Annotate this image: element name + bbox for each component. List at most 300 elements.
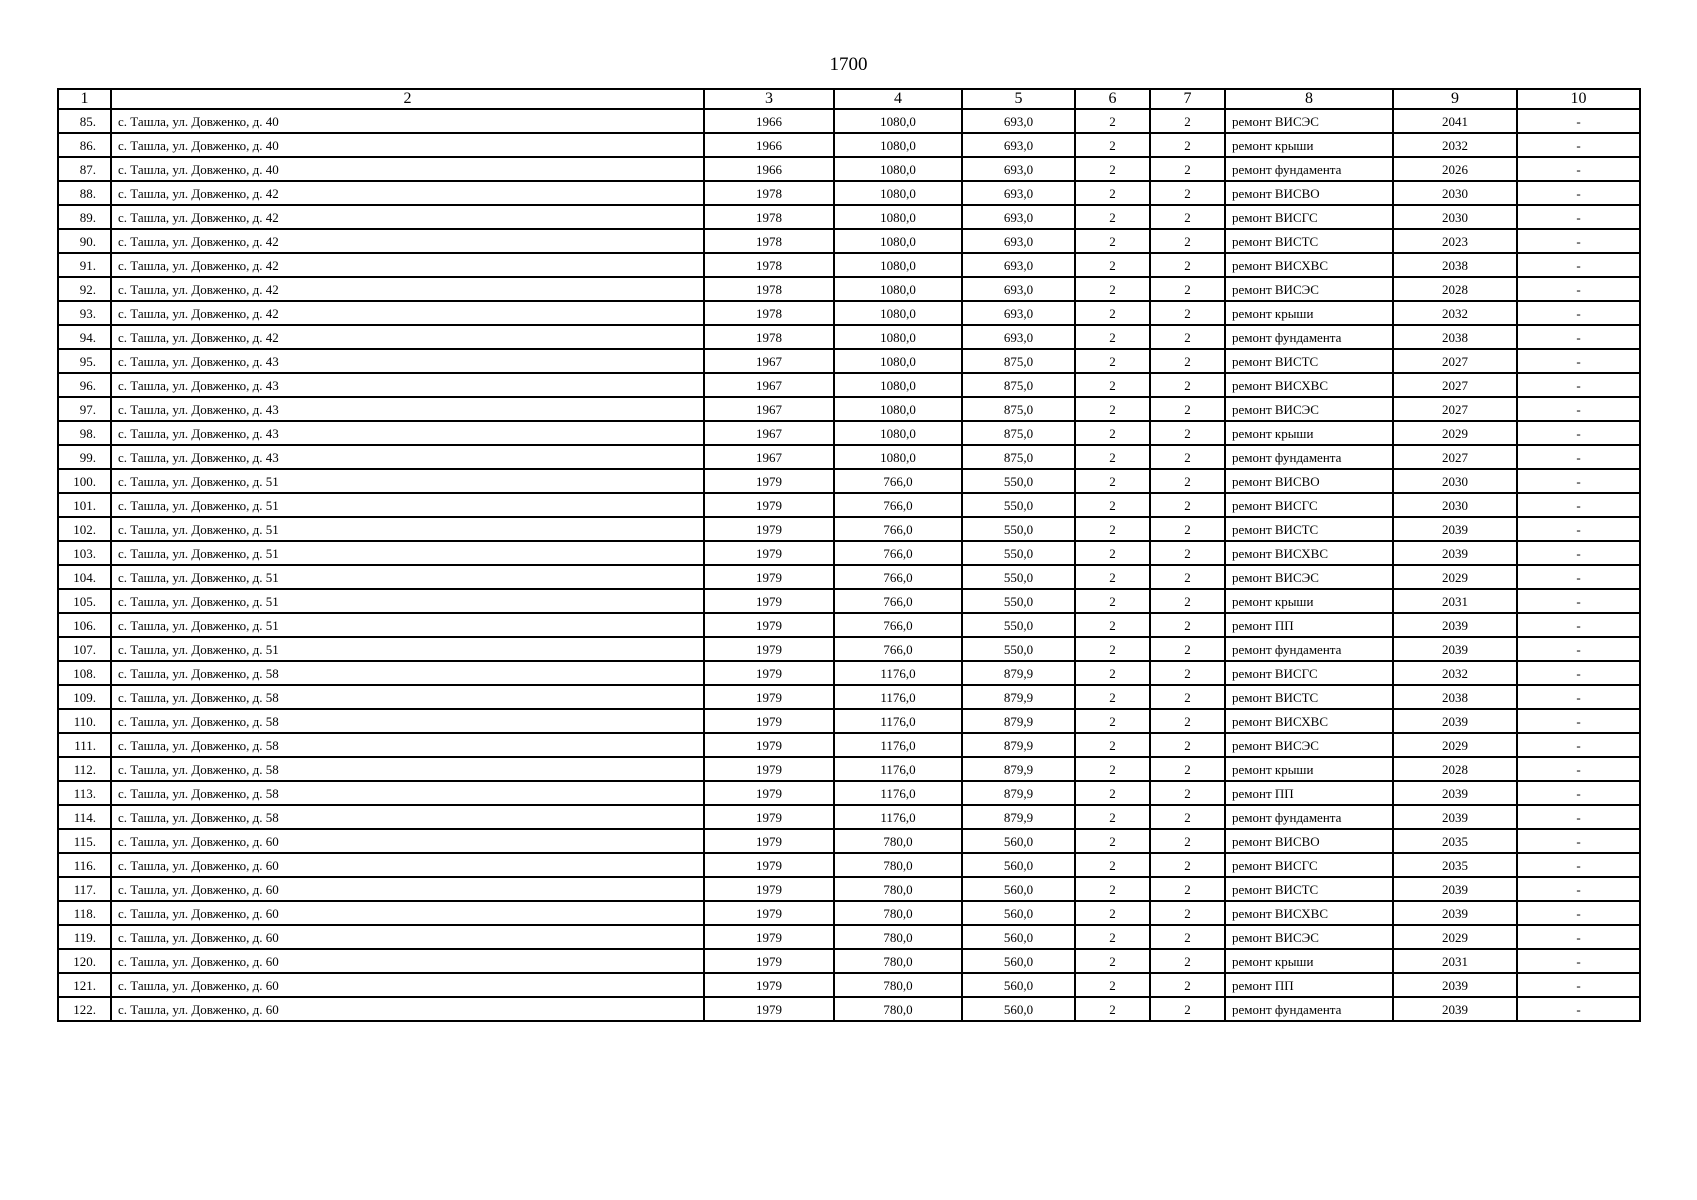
entrances-cell: 2 (1150, 781, 1225, 805)
work-type-cell: ремонт ВИСГС (1225, 493, 1393, 517)
note-cell: - (1517, 997, 1640, 1021)
row-number-cell: 118. (58, 901, 111, 925)
page-number: 1700 (829, 54, 868, 75)
row-number-cell: 122. (58, 997, 111, 1021)
year-built-cell: 1979 (704, 469, 834, 493)
table-row (58, 181, 1640, 205)
table-row (58, 949, 1640, 973)
entrances-cell: 2 (1150, 877, 1225, 901)
year-built-cell: 1978 (704, 301, 834, 325)
year-built-cell: 1978 (704, 205, 834, 229)
total-area-cell: 1080,0 (834, 253, 962, 277)
living-area-cell: 875,0 (962, 397, 1075, 421)
floors-cell: 2 (1075, 757, 1150, 781)
table-body (58, 109, 1640, 1021)
row-number-cell: 121. (58, 973, 111, 997)
living-area-cell: 879,9 (962, 709, 1075, 733)
entrances-cell: 2 (1150, 277, 1225, 301)
row-number-cell: 89. (58, 205, 111, 229)
entrances-cell: 2 (1150, 973, 1225, 997)
entrances-cell: 2 (1150, 949, 1225, 973)
floors-cell: 2 (1075, 805, 1150, 829)
year-built-cell: 1966 (704, 109, 834, 133)
year-built-cell: 1979 (704, 613, 834, 637)
total-area-cell: 1176,0 (834, 757, 962, 781)
table-row (58, 541, 1640, 565)
total-area-cell: 780,0 (834, 925, 962, 949)
entrances-cell: 2 (1150, 685, 1225, 709)
address-cell: с. Ташла, ул. Довженко, д. 60 (111, 925, 704, 949)
year-built-cell: 1978 (704, 253, 834, 277)
address-cell: с. Ташла, ул. Довженко, д. 58 (111, 781, 704, 805)
work-type-cell: ремонт ВИСТС (1225, 349, 1393, 373)
planned-year-cell: 2031 (1393, 589, 1517, 613)
row-number-cell: 115. (58, 829, 111, 853)
table-row (58, 757, 1640, 781)
planned-year-cell: 2023 (1393, 229, 1517, 253)
note-cell: - (1517, 589, 1640, 613)
row-number-cell: 105. (58, 589, 111, 613)
row-number-cell: 113. (58, 781, 111, 805)
work-type-cell: ремонт ВИСЭС (1225, 565, 1393, 589)
note-cell: - (1517, 469, 1640, 493)
address-cell: с. Ташла, ул. Довженко, д. 58 (111, 709, 704, 733)
year-built-cell: 1978 (704, 277, 834, 301)
work-type-cell: ремонт фундамента (1225, 325, 1393, 349)
table-row (58, 925, 1640, 949)
work-type-cell: ремонт ВИСГС (1225, 205, 1393, 229)
work-type-cell: ремонт ВИСХВС (1225, 901, 1393, 925)
entrances-cell: 2 (1150, 589, 1225, 613)
note-cell: - (1517, 493, 1640, 517)
entrances-cell: 2 (1150, 109, 1225, 133)
planned-year-cell: 2039 (1393, 517, 1517, 541)
work-type-cell: ремонт ВИСТС (1225, 229, 1393, 253)
planned-year-cell: 2026 (1393, 157, 1517, 181)
living-area-cell: 550,0 (962, 637, 1075, 661)
planned-year-cell: 2039 (1393, 997, 1517, 1021)
total-area-cell: 780,0 (834, 973, 962, 997)
year-built-cell: 1979 (704, 781, 834, 805)
year-built-cell: 1979 (704, 997, 834, 1021)
table-row (58, 445, 1640, 469)
living-area-cell: 693,0 (962, 277, 1075, 301)
table-row (58, 853, 1640, 877)
address-cell: с. Ташла, ул. Довженко, д. 60 (111, 829, 704, 853)
row-number-cell: 120. (58, 949, 111, 973)
entrances-cell: 2 (1150, 565, 1225, 589)
address-cell: с. Ташла, ул. Довженко, д. 43 (111, 397, 704, 421)
planned-year-cell: 2035 (1393, 853, 1517, 877)
work-type-cell: ремонт ПП (1225, 973, 1393, 997)
row-number-cell: 110. (58, 709, 111, 733)
living-area-cell: 879,9 (962, 805, 1075, 829)
note-cell: - (1517, 805, 1640, 829)
planned-year-cell: 2032 (1393, 133, 1517, 157)
year-built-cell: 1979 (704, 517, 834, 541)
floors-cell: 2 (1075, 829, 1150, 853)
living-area-cell: 550,0 (962, 541, 1075, 565)
table-row (58, 109, 1640, 133)
address-cell: с. Ташла, ул. Довженко, д. 43 (111, 349, 704, 373)
row-number-cell: 114. (58, 805, 111, 829)
column-header-7: 7 (1150, 89, 1225, 109)
entrances-cell: 2 (1150, 661, 1225, 685)
work-type-cell: ремонт ПП (1225, 613, 1393, 637)
floors-cell: 2 (1075, 997, 1150, 1021)
year-built-cell: 1967 (704, 445, 834, 469)
note-cell: - (1517, 901, 1640, 925)
total-area-cell: 780,0 (834, 997, 962, 1021)
floors-cell: 2 (1075, 229, 1150, 253)
work-type-cell: ремонт ВИСТС (1225, 877, 1393, 901)
entrances-cell: 2 (1150, 493, 1225, 517)
address-cell: с. Ташла, ул. Довженко, д. 58 (111, 805, 704, 829)
row-number-cell: 97. (58, 397, 111, 421)
living-area-cell: 550,0 (962, 517, 1075, 541)
total-area-cell: 1080,0 (834, 445, 962, 469)
floors-cell: 2 (1075, 493, 1150, 517)
table-row (58, 565, 1640, 589)
table-row (58, 781, 1640, 805)
planned-year-cell: 2030 (1393, 181, 1517, 205)
year-built-cell: 1978 (704, 325, 834, 349)
planned-year-cell: 2039 (1393, 805, 1517, 829)
table-row (58, 277, 1640, 301)
total-area-cell: 766,0 (834, 637, 962, 661)
year-built-cell: 1979 (704, 493, 834, 517)
living-area-cell: 693,0 (962, 133, 1075, 157)
floors-cell: 2 (1075, 685, 1150, 709)
work-type-cell: ремонт ВИСГС (1225, 661, 1393, 685)
year-built-cell: 1979 (704, 973, 834, 997)
living-area-cell: 875,0 (962, 349, 1075, 373)
note-cell: - (1517, 181, 1640, 205)
planned-year-cell: 2039 (1393, 781, 1517, 805)
total-area-cell: 1176,0 (834, 661, 962, 685)
floors-cell: 2 (1075, 637, 1150, 661)
row-number-cell: 100. (58, 469, 111, 493)
note-cell: - (1517, 133, 1640, 157)
work-type-cell: ремонт крыши (1225, 421, 1393, 445)
table-row (58, 205, 1640, 229)
column-header-3: 3 (704, 89, 834, 109)
note-cell: - (1517, 349, 1640, 373)
address-cell: с. Ташла, ул. Довженко, д. 51 (111, 517, 704, 541)
entrances-cell: 2 (1150, 205, 1225, 229)
table-row (58, 397, 1640, 421)
living-area-cell: 693,0 (962, 325, 1075, 349)
work-type-cell: ремонт ВИСВО (1225, 469, 1393, 493)
address-cell: с. Ташла, ул. Довженко, д. 51 (111, 613, 704, 637)
address-cell: с. Ташла, ул. Довженко, д. 42 (111, 229, 704, 253)
living-area-cell: 550,0 (962, 565, 1075, 589)
address-cell: с. Ташла, ул. Довженко, д. 51 (111, 493, 704, 517)
address-cell: с. Ташла, ул. Довженко, д. 60 (111, 973, 704, 997)
floors-cell: 2 (1075, 109, 1150, 133)
table-row (58, 349, 1640, 373)
row-number-cell: 99. (58, 445, 111, 469)
planned-year-cell: 2039 (1393, 901, 1517, 925)
total-area-cell: 780,0 (834, 853, 962, 877)
living-area-cell: 693,0 (962, 157, 1075, 181)
table-row (58, 709, 1640, 733)
planned-year-cell: 2039 (1393, 709, 1517, 733)
planned-year-cell: 2039 (1393, 613, 1517, 637)
floors-cell: 2 (1075, 853, 1150, 877)
planned-year-cell: 2029 (1393, 733, 1517, 757)
entrances-cell: 2 (1150, 181, 1225, 205)
note-cell: - (1517, 733, 1640, 757)
entrances-cell: 2 (1150, 757, 1225, 781)
table-row (58, 901, 1640, 925)
row-number-cell: 96. (58, 373, 111, 397)
planned-year-cell: 2027 (1393, 349, 1517, 373)
work-type-cell: ремонт ВИСХВС (1225, 541, 1393, 565)
note-cell: - (1517, 517, 1640, 541)
note-cell: - (1517, 877, 1640, 901)
floors-cell: 2 (1075, 733, 1150, 757)
planned-year-cell: 2030 (1393, 205, 1517, 229)
living-area-cell: 560,0 (962, 973, 1075, 997)
address-cell: с. Ташла, ул. Довженко, д. 51 (111, 469, 704, 493)
planned-year-cell: 2038 (1393, 325, 1517, 349)
year-built-cell: 1967 (704, 373, 834, 397)
year-built-cell: 1979 (704, 829, 834, 853)
table-row (58, 685, 1640, 709)
living-area-cell: 560,0 (962, 997, 1075, 1021)
floors-cell: 2 (1075, 565, 1150, 589)
entrances-cell: 2 (1150, 373, 1225, 397)
living-area-cell: 879,9 (962, 661, 1075, 685)
address-cell: с. Ташла, ул. Довженко, д. 60 (111, 853, 704, 877)
total-area-cell: 1080,0 (834, 157, 962, 181)
note-cell: - (1517, 661, 1640, 685)
entrances-cell: 2 (1150, 133, 1225, 157)
year-built-cell: 1979 (704, 661, 834, 685)
year-built-cell: 1979 (704, 901, 834, 925)
year-built-cell: 1979 (704, 685, 834, 709)
row-number-cell: 91. (58, 253, 111, 277)
entrances-cell: 2 (1150, 445, 1225, 469)
table-row (58, 829, 1640, 853)
row-number-cell: 92. (58, 277, 111, 301)
total-area-cell: 1080,0 (834, 277, 962, 301)
planned-year-cell: 2030 (1393, 469, 1517, 493)
living-area-cell: 875,0 (962, 373, 1075, 397)
living-area-cell: 560,0 (962, 949, 1075, 973)
address-cell: с. Ташла, ул. Довженко, д. 51 (111, 541, 704, 565)
address-cell: с. Ташла, ул. Довженко, д. 43 (111, 421, 704, 445)
row-number-cell: 108. (58, 661, 111, 685)
total-area-cell: 1176,0 (834, 709, 962, 733)
note-cell: - (1517, 613, 1640, 637)
row-number-cell: 95. (58, 349, 111, 373)
entrances-cell: 2 (1150, 253, 1225, 277)
address-cell: с. Ташла, ул. Довженко, д. 58 (111, 685, 704, 709)
planned-year-cell: 2029 (1393, 421, 1517, 445)
floors-cell: 2 (1075, 205, 1150, 229)
note-cell: - (1517, 565, 1640, 589)
total-area-cell: 1080,0 (834, 109, 962, 133)
work-type-cell: ремонт фундамента (1225, 805, 1393, 829)
note-cell: - (1517, 637, 1640, 661)
row-number-cell: 98. (58, 421, 111, 445)
entrances-cell: 2 (1150, 709, 1225, 733)
planned-year-cell: 2039 (1393, 541, 1517, 565)
row-number-cell: 119. (58, 925, 111, 949)
living-area-cell: 560,0 (962, 829, 1075, 853)
living-area-cell: 879,9 (962, 757, 1075, 781)
floors-cell: 2 (1075, 445, 1150, 469)
table-row (58, 997, 1640, 1021)
year-built-cell: 1979 (704, 637, 834, 661)
planned-year-cell: 2038 (1393, 253, 1517, 277)
entrances-cell: 2 (1150, 733, 1225, 757)
row-number-cell: 101. (58, 493, 111, 517)
floors-cell: 2 (1075, 589, 1150, 613)
address-cell: с. Ташла, ул. Довженко, д. 42 (111, 277, 704, 301)
total-area-cell: 766,0 (834, 493, 962, 517)
planned-year-cell: 2039 (1393, 637, 1517, 661)
year-built-cell: 1979 (704, 757, 834, 781)
entrances-cell: 2 (1150, 901, 1225, 925)
total-area-cell: 1080,0 (834, 325, 962, 349)
column-header-9: 9 (1393, 89, 1517, 109)
total-area-cell: 1080,0 (834, 373, 962, 397)
living-area-cell: 879,9 (962, 685, 1075, 709)
year-built-cell: 1967 (704, 421, 834, 445)
note-cell: - (1517, 445, 1640, 469)
note-cell: - (1517, 973, 1640, 997)
living-area-cell: 693,0 (962, 205, 1075, 229)
repair-schedule-table (57, 88, 1641, 1022)
total-area-cell: 780,0 (834, 829, 962, 853)
address-cell: с. Ташла, ул. Довженко, д. 60 (111, 997, 704, 1021)
address-cell: с. Ташла, ул. Довженко, д. 40 (111, 157, 704, 181)
work-type-cell: ремонт фундамента (1225, 997, 1393, 1021)
living-area-cell: 560,0 (962, 901, 1075, 925)
note-cell: - (1517, 757, 1640, 781)
living-area-cell: 693,0 (962, 253, 1075, 277)
row-number-cell: 85. (58, 109, 111, 133)
address-cell: с. Ташла, ул. Довженко, д. 42 (111, 181, 704, 205)
work-type-cell: ремонт ВИСТС (1225, 517, 1393, 541)
living-area-cell: 693,0 (962, 229, 1075, 253)
entrances-cell: 2 (1150, 397, 1225, 421)
year-built-cell: 1978 (704, 229, 834, 253)
floors-cell: 2 (1075, 325, 1150, 349)
year-built-cell: 1979 (704, 877, 834, 901)
entrances-cell: 2 (1150, 469, 1225, 493)
table-row (58, 661, 1640, 685)
entrances-cell: 2 (1150, 637, 1225, 661)
floors-cell: 2 (1075, 301, 1150, 325)
year-built-cell: 1978 (704, 181, 834, 205)
table-row (58, 301, 1640, 325)
work-type-cell: ремонт ВИСЭС (1225, 277, 1393, 301)
note-cell: - (1517, 949, 1640, 973)
floors-cell: 2 (1075, 517, 1150, 541)
total-area-cell: 1080,0 (834, 205, 962, 229)
row-number-cell: 87. (58, 157, 111, 181)
work-type-cell: ремонт ВИСЭС (1225, 925, 1393, 949)
address-cell: с. Ташла, ул. Довженко, д. 43 (111, 373, 704, 397)
note-cell: - (1517, 157, 1640, 181)
floors-cell: 2 (1075, 781, 1150, 805)
total-area-cell: 1176,0 (834, 805, 962, 829)
floors-cell: 2 (1075, 253, 1150, 277)
note-cell: - (1517, 397, 1640, 421)
floors-cell: 2 (1075, 901, 1150, 925)
total-area-cell: 780,0 (834, 877, 962, 901)
year-built-cell: 1979 (704, 805, 834, 829)
living-area-cell: 560,0 (962, 853, 1075, 877)
address-cell: с. Ташла, ул. Довженко, д. 40 (111, 109, 704, 133)
total-area-cell: 766,0 (834, 613, 962, 637)
year-built-cell: 1967 (704, 349, 834, 373)
address-cell: с. Ташла, ул. Довженко, д. 60 (111, 877, 704, 901)
address-cell: с. Ташла, ул. Довженко, д. 51 (111, 589, 704, 613)
planned-year-cell: 2041 (1393, 109, 1517, 133)
note-cell: - (1517, 925, 1640, 949)
planned-year-cell: 2039 (1393, 877, 1517, 901)
year-built-cell: 1979 (704, 541, 834, 565)
note-cell: - (1517, 421, 1640, 445)
work-type-cell: ремонт крыши (1225, 949, 1393, 973)
living-area-cell: 875,0 (962, 421, 1075, 445)
work-type-cell: ремонт ВИСХВС (1225, 709, 1393, 733)
living-area-cell: 879,9 (962, 733, 1075, 757)
year-built-cell: 1979 (704, 853, 834, 877)
column-header-5: 5 (962, 89, 1075, 109)
floors-cell: 2 (1075, 373, 1150, 397)
year-built-cell: 1979 (704, 565, 834, 589)
entrances-cell: 2 (1150, 229, 1225, 253)
total-area-cell: 766,0 (834, 469, 962, 493)
row-number-cell: 117. (58, 877, 111, 901)
entrances-cell: 2 (1150, 829, 1225, 853)
note-cell: - (1517, 325, 1640, 349)
table-row (58, 373, 1640, 397)
table-header (58, 89, 1640, 109)
planned-year-cell: 2039 (1393, 973, 1517, 997)
address-cell: с. Ташла, ул. Довженко, д. 58 (111, 757, 704, 781)
floors-cell: 2 (1075, 613, 1150, 637)
living-area-cell: 879,9 (962, 781, 1075, 805)
row-number-cell: 107. (58, 637, 111, 661)
column-header-8: 8 (1225, 89, 1393, 109)
floors-cell: 2 (1075, 349, 1150, 373)
living-area-cell: 560,0 (962, 925, 1075, 949)
table-row (58, 253, 1640, 277)
work-type-cell: ремонт ПП (1225, 781, 1393, 805)
work-type-cell: ремонт ВИСВО (1225, 829, 1393, 853)
row-number-cell: 103. (58, 541, 111, 565)
row-number-cell: 104. (58, 565, 111, 589)
work-type-cell: ремонт ВИСЭС (1225, 109, 1393, 133)
planned-year-cell: 2028 (1393, 277, 1517, 301)
total-area-cell: 780,0 (834, 949, 962, 973)
row-number-cell: 93. (58, 301, 111, 325)
total-area-cell: 1176,0 (834, 685, 962, 709)
table-row (58, 157, 1640, 181)
work-type-cell: ремонт крыши (1225, 301, 1393, 325)
address-cell: с. Ташла, ул. Довженко, д. 58 (111, 733, 704, 757)
living-area-cell: 693,0 (962, 301, 1075, 325)
row-number-cell: 90. (58, 229, 111, 253)
total-area-cell: 766,0 (834, 589, 962, 613)
